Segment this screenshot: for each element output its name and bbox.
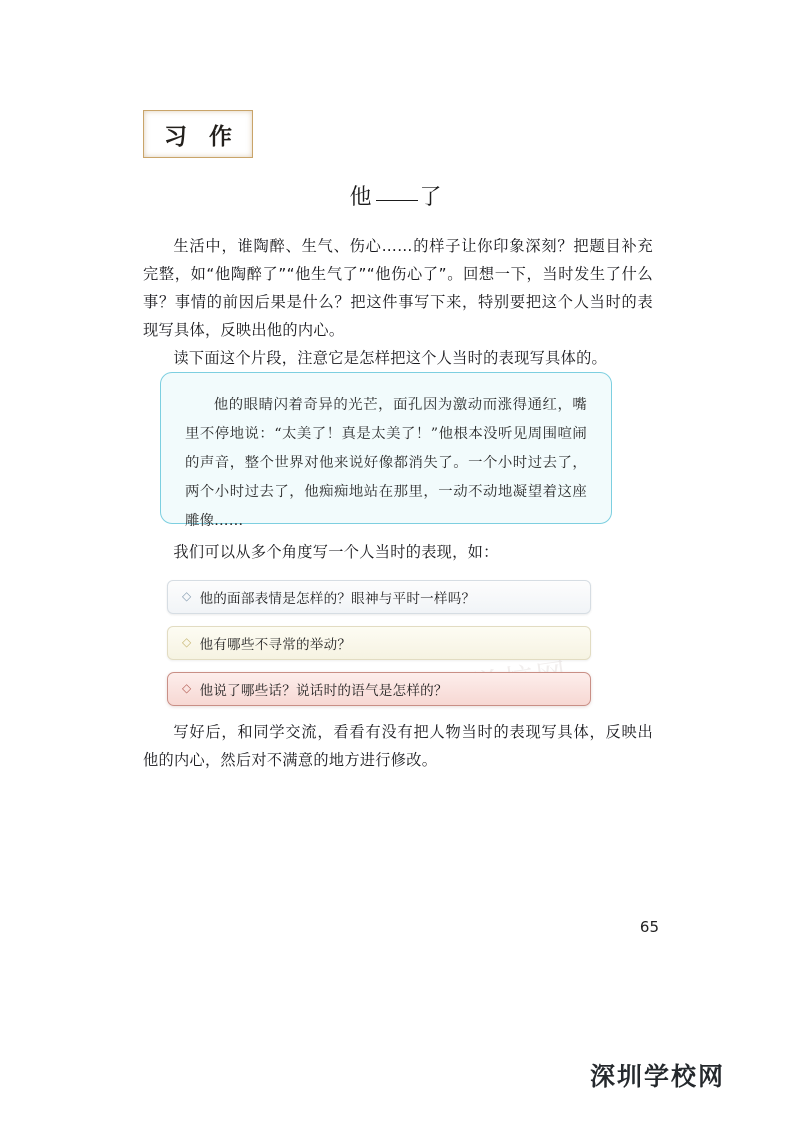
paragraph-read-instruction: 读下面这个片段，注意它是怎样把这个人当时的表现写具体的。: [173, 349, 608, 367]
diamond-icon: ◇: [182, 635, 192, 649]
unit-badge: [143, 110, 253, 158]
paragraph-intro: 生活中，谁陶醉、生气、伤心……的样子让你印象深刻？把题目补充完整，如“他陶醉了”“他生气了”“他伤心了”。回想一下，当时发生了什么事？事情的前因后果是什么？把这件事写下来，特别要把这个人当时的表现写具体，反映出他的内心。: [143, 237, 653, 339]
question-item-3-label: 他说了哪些话？说话时的语气是怎样的？: [199, 683, 448, 699]
question-item-3: [167, 672, 591, 706]
question-item-2: [167, 626, 591, 660]
paragraph-after-writing: 写好后，和同学交流，看看有没有把人物当时的表现写具体，反映出他的内心，然后对不满意的地方进行修改。: [143, 723, 653, 769]
question-item-2-label: 他有哪些不寻常的举动？: [199, 637, 352, 653]
diamond-icon: ◇: [182, 681, 192, 695]
page-title-after: 了: [419, 185, 444, 210]
page-number: 65: [639, 918, 659, 936]
site-watermark: 深圳学校网: [589, 1062, 725, 1091]
title-blank-line: [376, 200, 418, 201]
paragraph-angles: 我们可以从多个角度写一个人当时的表现，如：: [173, 543, 499, 561]
sample-excerpt-text: 他的眼睛闪着奇异的光芒，面孔因为激动而涨得通红，嘴里不停地说：“太美了！真是太美了！”他根本没听见周围喧闹的声音，整个世界对他来说好像都消失了。一个小时过去了，两个小时过去了，他痴痴地站在那里，一动不动地凝望着这座雕像……: [185, 397, 587, 529]
sample-excerpt-box: [160, 372, 612, 529]
diamond-icon: ◇: [182, 589, 192, 603]
question-item-1: [167, 580, 591, 614]
page-title-before: 他: [349, 185, 374, 210]
unit-badge-label: 习 作: [163, 123, 239, 150]
question-item-1-label: 他的面部表情是怎样的？眼神与平时一样吗？: [199, 591, 476, 607]
page-title: [0, 180, 793, 211]
